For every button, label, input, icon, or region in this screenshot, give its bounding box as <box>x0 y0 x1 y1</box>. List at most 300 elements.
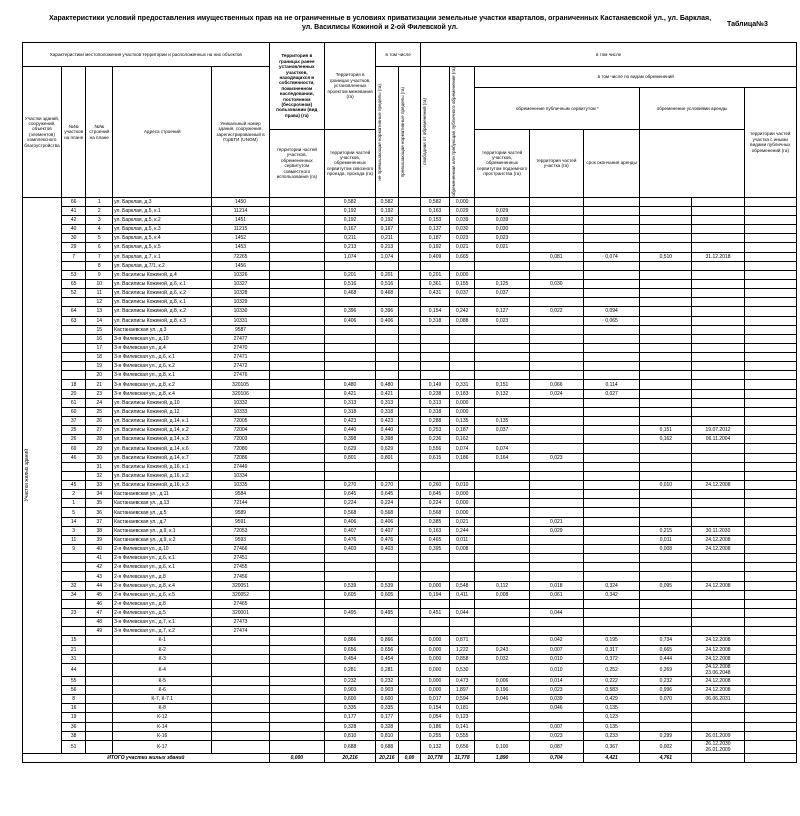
table-cell <box>324 618 375 627</box>
table-row <box>23 499 797 508</box>
table-row <box>23 243 797 252</box>
table-cell <box>212 695 269 704</box>
header-incl-group: в том числе <box>376 43 421 67</box>
table-cell: 10328 <box>212 289 269 298</box>
table-row <box>23 545 797 554</box>
table-cell <box>398 398 421 407</box>
table-cell <box>398 417 421 426</box>
table-cell: 0,135 <box>583 704 639 713</box>
table-cell: 0,495 <box>376 609 399 618</box>
table-row <box>23 636 797 645</box>
table-cell: 44 <box>61 663 86 676</box>
header-c8: не превышающая нормативные пределы (га) <box>376 67 399 198</box>
table-cell <box>324 572 375 581</box>
table-cell: 0,213 <box>324 243 375 252</box>
table-cell <box>692 713 744 722</box>
table-row <box>23 417 797 426</box>
table-cell: 44 <box>86 581 113 590</box>
table-cell <box>744 636 796 645</box>
table-cell: 0,495 <box>324 609 375 618</box>
table-cell <box>640 389 692 398</box>
table-cell: 320052 <box>212 590 269 599</box>
data-table <box>22 42 797 763</box>
table-cell <box>398 407 421 416</box>
table-cell <box>583 563 639 572</box>
table-cell: 19.07.2012 <box>692 426 744 435</box>
table-cell <box>449 618 475 627</box>
table-cell: 0,011 <box>640 535 692 544</box>
table-cell <box>475 398 529 407</box>
table-cell: 0,000 <box>421 581 450 590</box>
table-cell <box>269 526 324 535</box>
table-cell <box>212 685 269 694</box>
table-cell: 0,605 <box>376 590 399 599</box>
table-cell: 0,021 <box>449 243 475 252</box>
table-cell: 0,010 <box>529 663 583 676</box>
table-cell: 3-я Филевская ул., д.7, к.2 <box>113 627 212 636</box>
table-row <box>23 279 797 288</box>
table-cell <box>529 353 583 362</box>
table-cell <box>269 426 324 435</box>
table-cell: 0,112 <box>475 581 529 590</box>
table-cell: 0,211 <box>324 234 375 243</box>
table-cell <box>744 252 796 261</box>
table-cell: 0,568 <box>324 508 375 517</box>
table-cell <box>324 343 375 352</box>
table-cell: 0,029 <box>475 206 529 215</box>
table-cell: 0,583 <box>583 685 639 694</box>
table-cell <box>324 554 375 563</box>
table-cell <box>398 334 421 343</box>
table-cell: 0,903 <box>376 685 399 694</box>
table-cell: 0,011 <box>449 535 475 544</box>
table-cell: 0,318 <box>421 407 450 416</box>
table-cell <box>744 362 796 371</box>
table-cell <box>86 731 113 740</box>
table-cell <box>376 627 399 636</box>
table-cell: 0,061 <box>529 590 583 599</box>
table-cell: 9587 <box>212 325 269 334</box>
table-cell <box>529 225 583 234</box>
table-cell: 0,299 <box>640 731 692 740</box>
table-cell: 0,582 <box>376 197 399 206</box>
table-cell: 31.12.2018 <box>692 252 744 261</box>
table-cell <box>744 243 796 252</box>
table-cell: 0,027 <box>583 389 639 398</box>
table-cell: 0,801 <box>324 453 375 462</box>
table-cell <box>583 353 639 362</box>
table-cell: 0,151 <box>640 426 692 435</box>
header-c7: Территория в границах участков, установленных проектом межевания (га) <box>324 43 375 130</box>
table-cell <box>398 362 421 371</box>
table-cell <box>269 197 324 206</box>
table-cell: 0,406 <box>324 517 375 526</box>
table-cell: ул. Барклая, д.7/1, к.2 <box>113 261 212 270</box>
table-row <box>23 599 797 608</box>
table-cell: 0,411 <box>449 590 475 599</box>
table-cell <box>61 325 86 334</box>
table-cell: 320051 <box>212 581 269 590</box>
table-cell: 0,328 <box>376 722 399 731</box>
table-cell: 0,516 <box>324 279 375 288</box>
table-cell: 0,201 <box>376 270 399 279</box>
table-row <box>23 225 797 234</box>
table-cell: 06.06.2031 <box>692 695 744 704</box>
table-cell <box>269 243 324 252</box>
table-cell: 24.12.2008 <box>692 636 744 645</box>
table-cell <box>529 444 583 453</box>
table-cell <box>269 380 324 389</box>
table-cell <box>744 234 796 243</box>
table-cell <box>86 654 113 663</box>
table-cell: 0,010 <box>449 481 475 490</box>
table-cell: 24.12.2008 <box>692 535 744 544</box>
table-cell <box>475 722 529 731</box>
table-row <box>23 471 797 480</box>
table-cell: 15 <box>61 636 86 645</box>
table-cell <box>744 676 796 685</box>
table-cell: 2-я Филевская ул., д.8 <box>113 572 212 581</box>
table-cell: 320106 <box>212 389 269 398</box>
table-cell <box>376 334 399 343</box>
table-row <box>23 298 797 307</box>
table-cell: 0,406 <box>324 316 375 325</box>
table-cell <box>529 215 583 224</box>
table-cell: 28 <box>86 435 113 444</box>
table-row <box>23 581 797 590</box>
table-cell: 30 <box>61 234 86 243</box>
table-cell <box>529 426 583 435</box>
table-cell: 0,242 <box>449 307 475 316</box>
table-cell <box>398 722 421 731</box>
table-row <box>23 731 797 740</box>
table-cell: 9591 <box>212 517 269 526</box>
table-cell <box>529 316 583 325</box>
table-cell <box>421 462 450 471</box>
table-cell <box>475 572 529 581</box>
table-cell: 0,100 <box>475 740 529 753</box>
table-cell <box>744 563 796 572</box>
table-cell <box>398 435 421 444</box>
table-cell <box>398 371 421 380</box>
table-cell: 8 <box>86 261 113 270</box>
table-cell <box>324 362 375 371</box>
table-cell <box>583 261 639 270</box>
table-cell <box>640 279 692 288</box>
table-row <box>23 215 797 224</box>
table-cell <box>475 325 529 334</box>
table-cell: 19 <box>86 362 113 371</box>
table-cell: ул. Василисы Кожиной, д.6, к.1 <box>113 279 212 288</box>
table-cell <box>692 462 744 471</box>
table-cell <box>692 270 744 279</box>
table-cell: 27451 <box>212 554 269 563</box>
table-cell <box>86 740 113 753</box>
table-cell: 10335 <box>212 481 269 490</box>
table-cell: 0,403 <box>324 545 375 554</box>
table-cell <box>583 572 639 581</box>
table-cell <box>269 704 324 713</box>
table-cell: 0,406 <box>376 517 399 526</box>
table-row <box>23 353 797 362</box>
table-cell: 48 <box>86 618 113 627</box>
table-cell: 0,154 <box>421 704 450 713</box>
table-cell: ул. Барклая, д.5, к.2 <box>113 215 212 224</box>
table-cell: 46 <box>61 453 86 462</box>
table-row <box>23 453 797 462</box>
table-cell <box>398 343 421 352</box>
table-cell <box>449 627 475 636</box>
table-cell: 0,183 <box>449 389 475 398</box>
table-cell <box>398 618 421 627</box>
header-incl2-group: в том числе <box>421 43 797 67</box>
table-cell: 0,023 <box>475 234 529 243</box>
table-cell <box>324 334 375 343</box>
table-cell <box>744 526 796 535</box>
table-cell: 27465 <box>212 599 269 608</box>
table-cell: 0,255 <box>421 731 450 740</box>
table-cell <box>212 740 269 753</box>
table-cell <box>583 398 639 407</box>
table-cell <box>529 343 583 352</box>
table-cell: 0,030 <box>449 225 475 234</box>
table-cell: 0,444 <box>640 654 692 663</box>
table-cell: 41 <box>86 554 113 563</box>
table-row <box>23 334 797 343</box>
table-cell <box>324 627 375 636</box>
table-cell <box>583 371 639 380</box>
table-cell <box>529 407 583 416</box>
table-cell: К-5 <box>113 676 212 685</box>
table-cell <box>744 722 796 731</box>
table-cell <box>692 590 744 599</box>
table-cell: 0,582 <box>324 197 375 206</box>
table-cell: ул. Василисы Кожиной, д.14, к.7 <box>113 453 212 462</box>
table-cell <box>744 435 796 444</box>
table-cell <box>640 462 692 471</box>
table-cell <box>692 609 744 618</box>
table-cell <box>744 215 796 224</box>
table-cell <box>640 380 692 389</box>
table-cell: 24.12.2008 <box>692 581 744 590</box>
table-cell: 0,135 <box>583 722 639 731</box>
table-cell: 0,006 <box>475 676 529 685</box>
table-cell <box>692 508 744 517</box>
table-cell <box>61 371 86 380</box>
table-cell: 38 <box>61 731 86 740</box>
table-cell <box>583 444 639 453</box>
table-cell <box>269 654 324 663</box>
table-cell: 0,409 <box>421 252 450 261</box>
table-cell <box>640 563 692 572</box>
table-cell: Кастанаевская ул., д.7 <box>113 517 212 526</box>
table-cell: 0,688 <box>376 740 399 753</box>
table-cell <box>744 471 796 480</box>
table-cell <box>324 462 375 471</box>
table-cell <box>529 435 583 444</box>
table-cell: 0,008 <box>475 590 529 599</box>
table-cell <box>269 599 324 608</box>
table-cell: 26.01.2009 <box>692 731 744 740</box>
table-cell <box>269 435 324 444</box>
table-cell: 0,211 <box>376 234 399 243</box>
table-cell <box>529 417 583 426</box>
table-cell <box>475 713 529 722</box>
table-cell <box>640 704 692 713</box>
table-cell: 20 <box>61 389 86 398</box>
table-cell: 72144 <box>212 499 269 508</box>
table-cell <box>86 685 113 694</box>
table-cell <box>475 252 529 261</box>
table-cell: 1452 <box>212 234 269 243</box>
table-cell <box>529 490 583 499</box>
table-cell <box>269 371 324 380</box>
table-cell <box>398 353 421 362</box>
table-cell: 11 <box>61 535 86 544</box>
table-cell: 9589 <box>212 508 269 517</box>
table-cell: 33 <box>86 481 113 490</box>
table-cell: 0,000 <box>449 398 475 407</box>
table-cell: ул. Василисы Кожиной, д.14, к.1 <box>113 417 212 426</box>
table-cell <box>692 599 744 608</box>
table-cell: 0,008 <box>449 545 475 554</box>
table-row <box>23 270 797 279</box>
table-cell: 0,224 <box>376 499 399 508</box>
table-cell: 1451 <box>212 215 269 224</box>
table-cell: 0,039 <box>475 215 529 224</box>
table-cell <box>692 722 744 731</box>
table-cell: 0,222 <box>583 676 639 685</box>
table-cell <box>640 243 692 252</box>
table-cell <box>529 371 583 380</box>
table-cell: 0,167 <box>324 225 375 234</box>
table-row <box>23 627 797 636</box>
table-cell <box>398 252 421 261</box>
table-cell <box>744 740 796 753</box>
table-cell: 0,000 <box>449 499 475 508</box>
table-cell <box>744 298 796 307</box>
table-cell <box>640 343 692 352</box>
table-cell: 0,192 <box>376 215 399 224</box>
table-cell <box>744 389 796 398</box>
table-cell: 0,600 <box>324 695 375 704</box>
table-cell <box>692 343 744 352</box>
table-cell: 10334 <box>212 471 269 480</box>
table-cell: 0,421 <box>324 389 375 398</box>
table-cell <box>475 609 529 618</box>
table-cell: 10327 <box>212 279 269 288</box>
table-cell <box>640 215 692 224</box>
table-cell <box>324 563 375 572</box>
table-cell <box>376 599 399 608</box>
table-cell <box>692 353 744 362</box>
table-cell: 0,232 <box>640 676 692 685</box>
table-cell <box>324 325 375 334</box>
table-cell: 2-я Филевская ул., д.8, к.4 <box>113 581 212 590</box>
table-cell: ул. Василисы Кожиной, д.6, к.2 <box>113 289 212 298</box>
table-cell <box>744 453 796 462</box>
table-cell <box>61 627 86 636</box>
table-cell: 0,516 <box>376 279 399 288</box>
table-cell <box>744 609 796 618</box>
table-cell: 10330 <box>212 307 269 316</box>
table-cell <box>744 554 796 563</box>
table-cell: ул. Барклая, д.5, к.3 <box>113 225 212 234</box>
table-cell <box>269 695 324 704</box>
table-cell <box>398 279 421 288</box>
table-cell <box>269 417 324 426</box>
table-cell <box>475 353 529 362</box>
table-cell <box>640 599 692 608</box>
table-cell <box>583 270 639 279</box>
table-cell <box>475 599 529 608</box>
table-cell <box>398 572 421 581</box>
table-cell <box>583 407 639 416</box>
table-cell <box>640 270 692 279</box>
table-cell <box>398 581 421 590</box>
table-cell: 0,137 <box>421 225 450 234</box>
table-cell <box>398 444 421 453</box>
table-row <box>23 371 797 380</box>
table-cell <box>376 325 399 334</box>
table-cell <box>376 261 399 270</box>
table-cell: 0,328 <box>324 722 375 731</box>
table-cell <box>398 676 421 685</box>
table-cell: 0,046 <box>475 695 529 704</box>
table-cell: 27472 <box>212 362 269 371</box>
table-cell: 1 <box>61 499 86 508</box>
table-cell: 0,021 <box>449 517 475 526</box>
table-cell: 0,335 <box>324 704 375 713</box>
table-cell <box>398 517 421 526</box>
table-cell <box>398 590 421 599</box>
table-cell: 49 <box>86 627 113 636</box>
table-cell <box>421 261 450 270</box>
table-cell <box>744 590 796 599</box>
table-cell: 0,123 <box>583 713 639 722</box>
table-cell <box>583 490 639 499</box>
table-cell: К-1 <box>113 636 212 645</box>
table-cell: 31 <box>86 462 113 471</box>
table-cell: 3-я Филевская ул., д.10 <box>113 334 212 343</box>
table-cell: 0,398 <box>324 435 375 444</box>
table-cell <box>744 618 796 627</box>
table-cell: 32 <box>61 581 86 590</box>
table-cell <box>269 471 324 480</box>
table-cell <box>529 627 583 636</box>
table-cell <box>640 234 692 243</box>
table-cell: 0,023 <box>529 685 583 694</box>
table-cell <box>583 627 639 636</box>
table-cell: 0,074 <box>449 444 475 453</box>
table-cell <box>475 563 529 572</box>
table-cell <box>640 325 692 334</box>
table-cell <box>61 618 86 627</box>
table-cell: 0,385 <box>421 517 450 526</box>
header-c13: территории частей участков, обремененных сервитутом сквозного проезда, прохода (га) <box>324 129 375 197</box>
table-cell <box>640 618 692 627</box>
table-cell <box>398 462 421 471</box>
table-cell <box>583 499 639 508</box>
table-cell: 46 <box>86 599 113 608</box>
table-cell <box>583 417 639 426</box>
table-cell: 0,195 <box>583 636 639 645</box>
table-cell <box>529 325 583 334</box>
table-cell: 0,088 <box>449 316 475 325</box>
table-row <box>23 609 797 618</box>
table-cell: 0,568 <box>421 508 450 517</box>
table-cell: 29 <box>86 444 113 453</box>
